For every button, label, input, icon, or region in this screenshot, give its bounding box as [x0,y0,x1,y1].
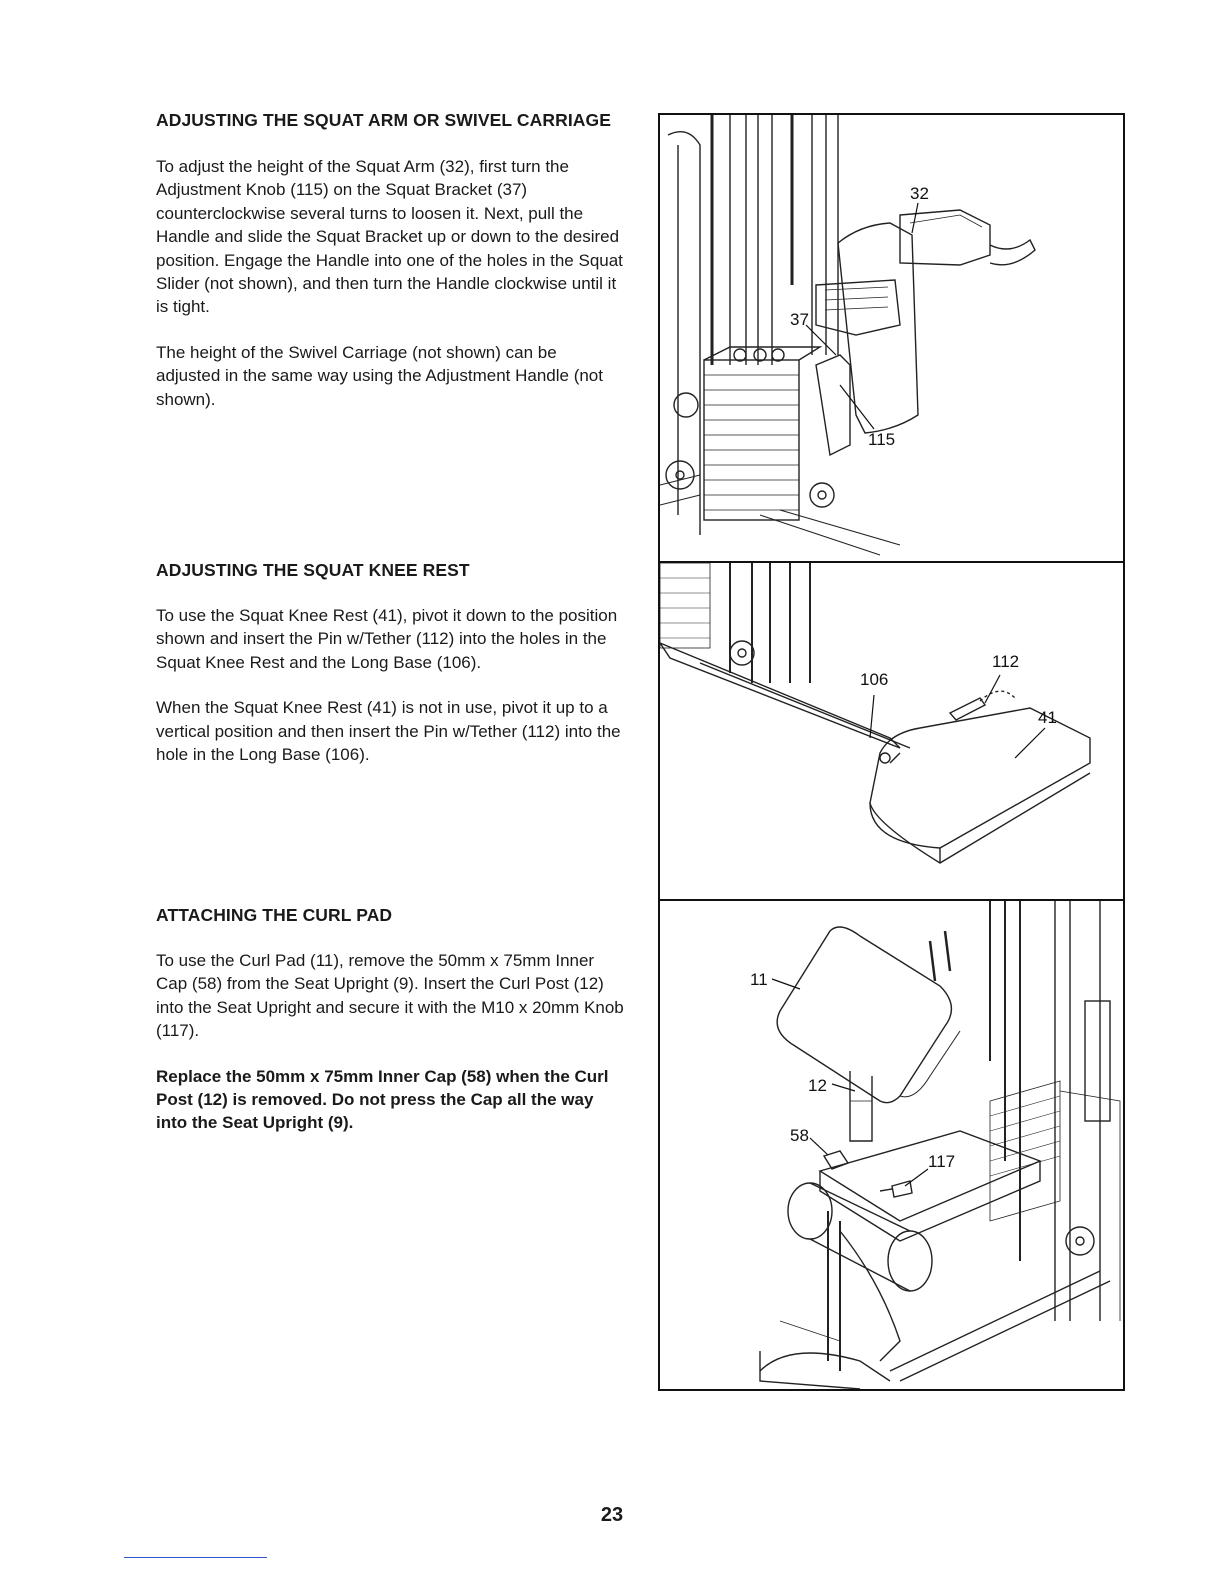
section-curl-pad [156,903,624,1135]
figure-curl-pad [658,899,1125,1391]
callout-12: 12 [808,1076,827,1095]
paragraph-knee-rest-1: To use the Squat Knee Rest (41), pivot it down to the position shown and insert the Pin w/Tether (112) into the holes in the Squat Knee Rest and the Long Base (106). [156,606,618,672]
paragraph-curl-pad-1: To use the Curl Pad (11), remove the 50mm x 75mm Inner Cap (58) from the Seat Upright (9). Insert the Curl Post (12) into the Seat Upright and secure it with the M10 x 20mm Knob (117). [156,951,624,1041]
callout-37: 37 [790,310,809,329]
knee-rest-illustration [660,563,1123,899]
callout-106: 106 [860,670,889,689]
callout-112: 112 [992,652,1020,671]
callout-115: 115 [868,430,896,449]
heading-squat-arm: ADJUSTING THE SQUAT ARM OR SWIVEL CARRIAGE [156,110,612,130]
callout-32: 32 [910,184,929,203]
section-squat-arm [156,108,624,411]
section-knee-rest [156,558,624,766]
callout-58: 58 [790,1126,809,1145]
callout-11: 11 [750,970,768,989]
heading-curl-pad: ATTACHING THE CURL PAD [156,905,393,925]
callout-41: 41 [1038,708,1057,727]
footer-rule [124,1557,267,1558]
paragraph-squat-arm-2: The height of the Swivel Carriage (not shown) can be adjusted in the same way using the Adjustment Handle (not shown). [156,342,603,409]
curl-pad-note: Replace the 50mm x 75mm Inner Cap (58) when the Curl Post (12) is removed. Do not press the Cap all the way into the Seat Upright (9). [156,1066,609,1133]
page-number: 23 [600,1504,624,1526]
paragraph-knee-rest-2: When the Squat Knee Rest (41) is not in use, pivot it up to a vertical position and then insert the Pin w/Tether (112) into the hole in the Long Base (106). [156,698,621,765]
figure-knee-rest [658,561,1125,901]
callout-117: 117 [928,1152,956,1171]
squat-arm-illustration [660,115,1123,561]
heading-knee-rest: ADJUSTING THE SQUAT KNEE REST [156,560,470,580]
paragraph-squat-arm-1: To adjust the height of the Squat Arm (32), first turn the Adjustment Knob (115) on the Squat Bracket (37) counterclockwise several turns to loosen it. Next, pull the Handle and slide the Squat Bracket up or down to the desired position. Engage the Handle into one of the holes in the Squat Slider (not shown), and then turn the Handle clockwise until it is tight. [156,157,623,317]
curl-pad-illustration [660,901,1123,1389]
figure-squat-arm [658,113,1125,563]
